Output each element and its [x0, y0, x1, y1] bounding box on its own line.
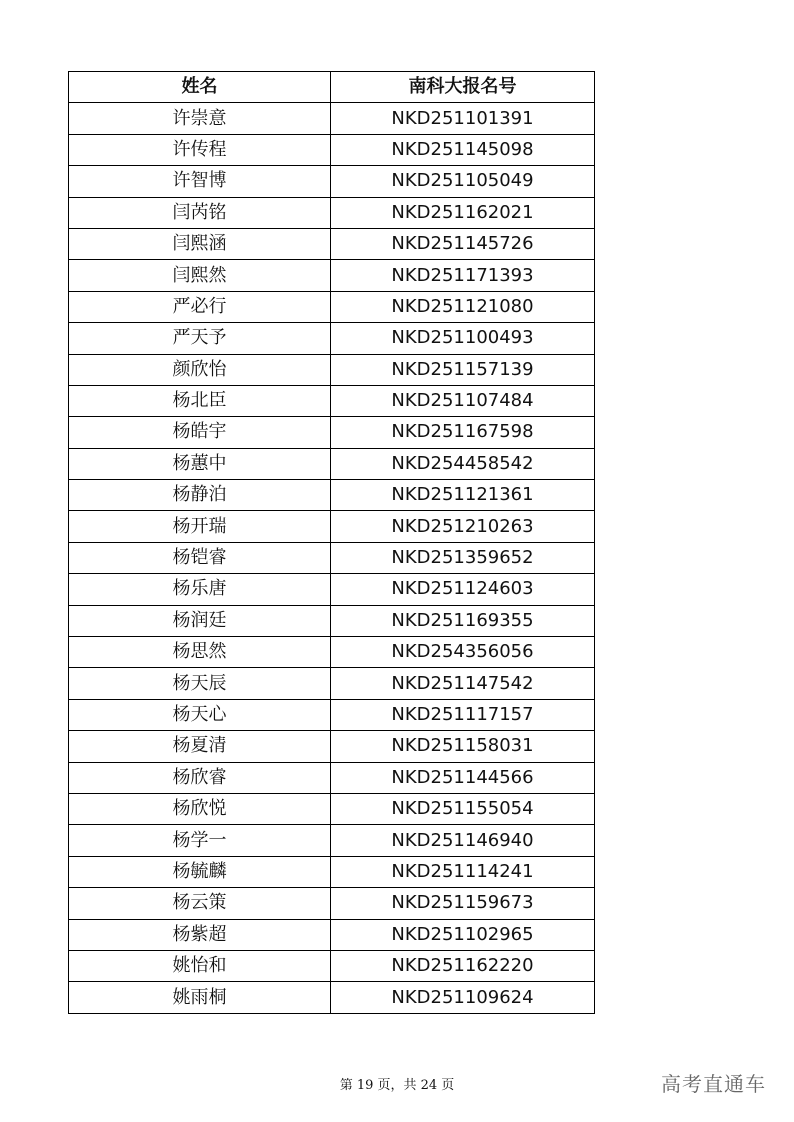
- table-row: [69, 888, 595, 919]
- table-row: [69, 825, 595, 856]
- registration-id-cell: NKD251107484: [331, 385, 595, 416]
- table-row: [69, 668, 595, 699]
- table-row: [69, 574, 595, 605]
- table-row: [69, 731, 595, 762]
- student-name-cell: 许智博: [69, 166, 331, 197]
- registration-id-cell: NKD251167598: [331, 417, 595, 448]
- student-name-cell: 严天予: [69, 323, 331, 354]
- table-row: [69, 134, 595, 165]
- table-row: [69, 856, 595, 887]
- page-number: 第 19 页，共 24 页: [339, 1078, 455, 1093]
- student-name-cell: 杨毓麟: [69, 856, 331, 887]
- table-row: [69, 511, 595, 542]
- table-body: [69, 103, 595, 1013]
- student-name-cell: 闫芮铭: [69, 197, 331, 228]
- registration-id-cell: NKD251159673: [331, 888, 595, 919]
- registration-id-cell: NKD251114241: [331, 856, 595, 887]
- registration-id-cell: NKD251144566: [331, 762, 595, 793]
- registration-id-cell: NKD251105049: [331, 166, 595, 197]
- registration-id-cell: NKD251158031: [331, 731, 595, 762]
- table-row: [69, 542, 595, 573]
- student-name-cell: 杨乐唐: [69, 574, 331, 605]
- roster-table: [68, 71, 595, 1014]
- student-name-cell: 杨润廷: [69, 605, 331, 636]
- student-name-cell: 杨北臣: [69, 385, 331, 416]
- table-row: [69, 385, 595, 416]
- student-name-cell: 杨云策: [69, 888, 331, 919]
- student-name-cell: 许崇意: [69, 103, 331, 134]
- table-row: [69, 197, 595, 228]
- registration-id-cell: NKD251117157: [331, 699, 595, 730]
- student-name-cell: 姚怡和: [69, 950, 331, 981]
- table-row: [69, 354, 595, 385]
- table-row: [69, 793, 595, 824]
- registration-id-cell: NKD251147542: [331, 668, 595, 699]
- student-name-cell: 颜欣怡: [69, 354, 331, 385]
- table-row: [69, 291, 595, 322]
- student-name-cell: 严必行: [69, 291, 331, 322]
- student-name-cell: 杨紫超: [69, 919, 331, 950]
- column-header-name: 姓名: [69, 72, 331, 103]
- student-name-cell: 杨铠睿: [69, 542, 331, 573]
- student-name-cell: 闫熙然: [69, 260, 331, 291]
- registration-id-cell: NKD251162220: [331, 950, 595, 981]
- table-row: [69, 637, 595, 668]
- registration-id-cell: NKD251101391: [331, 103, 595, 134]
- table-row: [69, 699, 595, 730]
- student-name-cell: 杨静泊: [69, 480, 331, 511]
- registration-id-cell: NKD251124603: [331, 574, 595, 605]
- student-name-cell: 许传程: [69, 134, 331, 165]
- table-row: [69, 762, 595, 793]
- registration-id-cell: NKD251155054: [331, 793, 595, 824]
- registration-id-cell: NKD254458542: [331, 448, 595, 479]
- table-row: [69, 228, 595, 259]
- registration-id-cell: NKD251102965: [331, 919, 595, 950]
- student-name-cell: 杨天心: [69, 699, 331, 730]
- student-name-cell: 杨欣悦: [69, 793, 331, 824]
- student-name-cell: 姚雨桐: [69, 982, 331, 1013]
- table-row: [69, 166, 595, 197]
- student-name-cell: 闫熙涵: [69, 228, 331, 259]
- table-row: [69, 982, 595, 1013]
- registration-id-cell: NKD251145726: [331, 228, 595, 259]
- student-name-cell: 杨夏清: [69, 731, 331, 762]
- student-name-cell: 杨思然: [69, 637, 331, 668]
- registration-id-cell: NKD251169355: [331, 605, 595, 636]
- registration-id-cell: NKD251121080: [331, 291, 595, 322]
- registration-id-cell: NKD251210263: [331, 511, 595, 542]
- table-row: [69, 950, 595, 981]
- registration-id-cell: NKD254356056: [331, 637, 595, 668]
- table-header-row: [69, 72, 595, 103]
- registration-id-cell: NKD251162021: [331, 197, 595, 228]
- registration-id-cell: NKD251359652: [331, 542, 595, 573]
- registration-id-cell: NKD251145098: [331, 134, 595, 165]
- student-name-cell: 杨蕙中: [69, 448, 331, 479]
- table-row: [69, 480, 595, 511]
- column-header-registration-id: 南科大报名号: [331, 72, 595, 103]
- registration-id-cell: NKD251157139: [331, 354, 595, 385]
- student-name-cell: 杨欣睿: [69, 762, 331, 793]
- registration-id-cell: NKD251109624: [331, 982, 595, 1013]
- student-name-cell: 杨学一: [69, 825, 331, 856]
- watermark-logo: 高考直通车: [661, 1072, 766, 1096]
- table-row: [69, 260, 595, 291]
- table-row: [69, 103, 595, 134]
- table-row: [69, 417, 595, 448]
- table-row: [69, 323, 595, 354]
- student-name-cell: 杨开瑞: [69, 511, 331, 542]
- registration-id-cell: NKD251171393: [331, 260, 595, 291]
- student-name-cell: 杨皓宇: [69, 417, 331, 448]
- student-name-cell: 杨天辰: [69, 668, 331, 699]
- table-row: [69, 605, 595, 636]
- registration-id-cell: NKD251146940: [331, 825, 595, 856]
- table-row: [69, 919, 595, 950]
- table-row: [69, 448, 595, 479]
- registration-id-cell: NKD251121361: [331, 480, 595, 511]
- registration-id-cell: NKD251100493: [331, 323, 595, 354]
